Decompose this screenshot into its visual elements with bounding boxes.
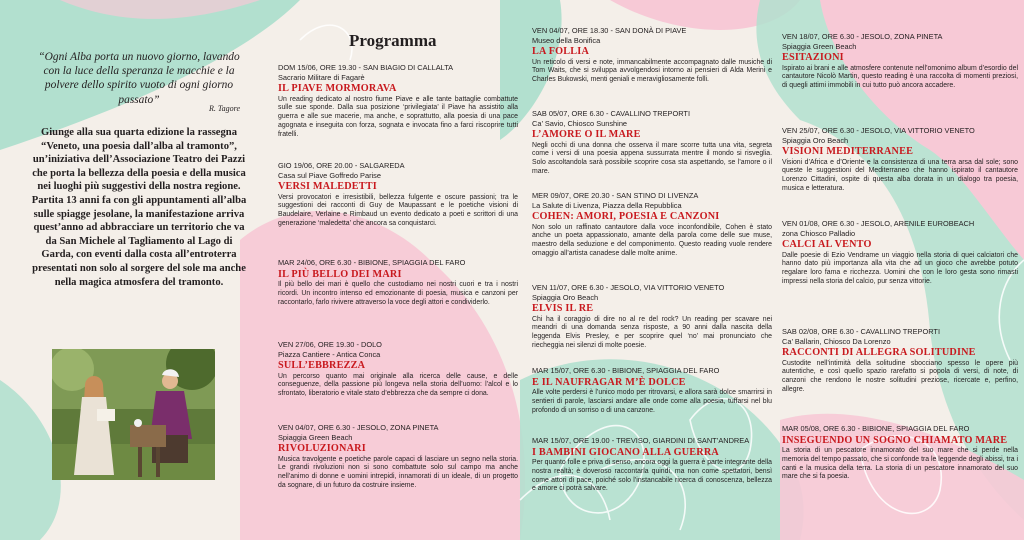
event-title: LA FOLLIA [532,46,589,58]
event-venue: Spiaggia Oro Beach [782,135,849,145]
event-title: ESITAZIONI [782,52,844,64]
event-title: COHEN: AMORI, POESIA E CANZONI [532,211,720,223]
event-date-location: MER 09/07, ORE 20.30 - SAN STINO DI LIVENZA [532,191,699,200]
event-description: Un reading dedicato al nostro fiume Piave e alle tante battaglie combattute sulle sue sponde. Dalla sua posizione ‘privilegiata’ il Piave ha assistito alla guerra e alle sue macerie, ma anche, e soprattutto, alla poesia di una pace agognata e inseguita con forza, sognata e invocata fino a farci riscoprire tutti fratelli. [278,95,518,138]
event-card [532,366,772,415]
opening-quote: “Ogni Alba porta un nuovo giorno, lavando con la luce della speranza le macchie e la polvere dello spirito vuoto di ogni giorno passato” [38,51,240,106]
event-card [278,161,518,229]
event-card [532,26,772,85]
event-description: Il più bello dei mari è quello che custodiamo nei nostri cuori e tra i nostri ricordi. Un incontro intenso ed emozionante di poesia, musica e canzoni per raccontarlo, farlo rivivere attraverso la voce degli attori e condividerlo. [278,281,518,306]
event-description: Per quanto folle e priva di senso, ancora oggi la guerra è parte integrante della nostra realtà; è doveroso raccontarla quindi, ma non come spettatori, bensì come attori di pace, poiché solo l’instancabile ricerca di conoscenza, bellezza e amore ci potrà salvare. [532,459,772,493]
event-venue: Spiaggia Green Beach [278,432,353,442]
event-date-location: DOM 15/06, ORE 19.30 - SAN BIAGIO DI CALLALTA [278,63,454,72]
event-card [532,191,772,259]
event-description: Un reticolo di versi e note, immancabilmente accompagnato dalle musiche di Tom Waits, che si sviluppa avvolgendosi intorno ai pensieri di Alda Merini e Charles Bukowski, menti geniali e meravigliosamente folli. [532,58,772,84]
event-card [278,63,518,140]
program-title: Programma [349,31,437,50]
event-description: Musica travolgente e poetiche parole capaci di lasciare un segno nella storia. Le grandi rivoluzioni non si sono combattute solo sul campo ma anche nell’animo di donne e uomini intrepidi, innamorati di un ideale, di un progetto da sognare, di un futuro da costruire insieme. [278,455,518,490]
event-date-location: VEN 04/07, ORE 18.30 - SAN DONÀ DI PIAVE [532,26,687,35]
event-title: CALCI AL VENTO [782,239,872,251]
quote-author: R. Tagore [209,104,240,113]
event-card [782,219,1018,287]
event-venue: Spiaggia Green Beach [782,41,857,51]
event-date-location: VEN 01/08, ORE 6.30 - JESOLO, ARENILE EUROBEACH [782,219,975,228]
event-title: E IL NAUFRAGAR M’È DOLCE [532,376,686,388]
event-date-location: MAR 05/08, ORE 6.30 - BIBIONE, SPIAGGIA DEL FARO [782,424,970,433]
event-title: IL PIÙ BELLO DEI MARI [278,268,402,280]
event-date-location: SAB 02/08, ORE 6.30 - CAVALLINO TREPORTI [782,327,941,336]
event-description: La storia di un pescatore innamorato del suo mare che si perde nella memoria del tempo passato, che si confonde tra le leggende degli abissi, tra i canti e la musica della terra. La storia di un pescatore innamorato del suo mare che si fa poesia. [782,447,1018,481]
event-title: INSEGUENDO UN SOGNO CHIAMATO MARE [782,434,1008,446]
event-title: VISIONI MEDITERRANEE [782,146,914,158]
event-title: RIVOLUZIONARI [278,443,366,455]
event-description: Custodite nell’intimità della solitudine sbocciano spesso le opere più autentiche, e così quello spazio rarefatto si popola di versi, di note, di canzoni che rendono le nostre solitudini preziose, ricercate e, perfino, allegre. [782,359,1018,394]
event-title: L’AMORE O IL MARE [532,129,641,141]
program-column-3 [782,0,1018,540]
event-date-location: VEN 25/07, ORE 6.30 - JESOLO, VIA VITTORIO VENETO [782,126,975,135]
event-date-location: MAR 15/07, ORE 6.30 - BIBIONE, SPIAGGIA DEL FARO [532,366,720,375]
event-description: Versi provocatori e irresistibili, bellezza fulgente e oscure passioni; tra le suggestioni dei racconti di Guy de Maupassant e le poetiche visioni di Baudelaire, Verlaine e Rimbaud un evento dedicato a poeti e scrittori di una generazione ‘maledetta’ che ancora sa conquistarci. [278,193,518,228]
program-column-1 [278,0,518,540]
event-date-location: VEN 27/06, ORE 19.30 - DOLO [278,340,382,349]
event-card [782,32,1018,91]
event-venue: Ca’ Ballarin, Chiosco Da Lorenzo [782,336,891,346]
event-date-location: GIO 19/06, ORE 20.00 - SALGAREDA [278,161,405,170]
event-venue: La Salute di Livenza, Piazza della Repubblica [532,200,682,210]
event-venue: Casa sul Piave Goffredo Parise [278,170,381,180]
event-date-location: SAB 05/07, ORE 6.30 - CAVALLINO TREPORTI [532,109,691,118]
event-description: Alle volte perdersi è l’unico modo per ritrovarsi, e allora sarà dolce smarrirsi in sentieri di parole, lasciarsi andare alle onde come alla poesia, tuffarsi nel blu profondo di un sorriso o di una canzone. [532,389,772,414]
event-title: IL PIAVE MORMORAVA [278,83,397,95]
event-date-location: VEN 18/07, ORE 6.30 - JESOLO, ZONA PINETA [782,32,943,41]
event-card [278,340,518,399]
event-card [532,109,772,177]
event-date-location: VEN 11/07, ORE 6.30 - JESOLO, VIA VITTORIO VENETO [532,283,725,292]
event-card [532,436,772,494]
event-title: ELVIS IL RE [532,303,594,315]
event-date-location: MAR 15/07, ORE 19.00 - TREVISO, GIARDINI DI SANT’ANDREA [532,436,750,445]
event-title: RACCONTI DI ALLEGRA SOLITUDINE [782,347,976,359]
event-date-location: VEN 04/07, ORE 6.30 - JESOLO, ZONA PINETA [278,423,439,432]
event-card [278,423,518,491]
event-venue: Spiaggia Oro Beach [532,292,599,302]
event-description: Ispirato ai brani e alle atmosfere contenute nell’omonimo album d’esordio del cantautore Nicolò Martin, questo reading è una raccolta di momenti preziosi, di quegli attimi immobili in cui tutto può ancora accadere. [782,64,1018,90]
event-venue: zona Chiosco Palladio [782,228,856,238]
event-venue: Sacrario Militare di Fagarè [278,72,365,82]
event-date-location: MAR 24/06, ORE 6.30 - BIBIONE, SPIAGGIA DEL FARO [278,258,466,267]
event-card [782,327,1018,395]
event-card [782,126,1018,194]
event-venue: Museo della Bonifica [532,35,601,45]
event-venue: Piazza Cantiere - Antica Conca [278,349,381,359]
event-description: Un percorso quanto mai originale alla ricerca delle cause, e delle conseguenze, della passione più longeva nella storia dell’uomo: l’alcol e lo sfrontato, liberatorio e vitale stato d’ebbrezza che da sempre ci dona. [278,372,518,398]
event-card [278,258,518,307]
event-card [532,283,772,351]
event-description: Negli occhi di una donna che osserva il mare scorre tutta una vita, segreta come i versi di una poesia appena sussurrata mentre il mondo si risveglia. Solo ascoltandola sarà possibile scoprire cosa sta aspettando, se l’amore o il mare. [532,141,772,176]
intro-column [0,0,250,540]
event-description: Chi ha il coraggio di dire no al re del rock? Un reading per scavare nei meandri di una domanda senza risposte, a 90 anni dalla nascita della leggenda Elvis Presley, e per scoprire quel ‘no’ mai pronunciato che riecheggia nei silenzi di molte poesie. [532,315,772,350]
festival-introduction: Giunge alla sua quarta edizione la rassegna “Veneto, una poesia dall’alba al tramonto”, un’iniziativa dell’Associazione Teatro dei Pazzi che porta la bellezza della poesia e della musica nei luoghi più suggestivi della nostra regione. Partita 13 anni fa con gli appuntamenti all’alba sulle spiagge jesolane, la manifestazione arriva quest’anno ad abbracciare un territorio che va da San Michele al Tagliamento al Lago di Garda, con eventi dalla costa all’entroterra presentati non solo al sorgere del sole ma anche nella magica atmosfera del tramonto. [31,127,247,288]
program-column-2 [532,0,772,540]
event-venue: Ca’ Savio, Chiosco Sunshine [532,118,628,128]
event-description: Non solo un raffinato cantautore dalla voce inconfondibile, Cohen è stato anche un poeta appassionato, amante della parola come delle sue muse, maestro della seduzione e del componimento. Questo reading vuole rendere omaggio all’artista canadese dalle molte anime. [532,223,772,258]
event-description: Dalle poesie di Ezio Vendrame un viaggio nella storia di quei calciatori che hanno dato più importanza alla vita che ad un gioco che avrebbe potuto regalare loro fama e ricchezza. Uomini che con le loro gesta sono rimasti impressi nella storia del calcio, pur senza vittorie. [782,251,1018,286]
event-description: Visioni d’Africa e d’Oriente e la consistenza di una terra arsa dal sole; sono queste le suggestioni del Mediterraneo che hanno ispirato il cantautore Lorenzo Cittadini, ospite di questa alba dorata in un dialogo tra poesia, musica e letteratura. [782,158,1018,193]
event-title: SULL’EBBREZZA [278,360,366,372]
performers-photo [52,349,215,480]
event-title: I BAMBINI GIOCANO ALLA GUERRA [532,446,719,458]
event-card [782,424,1018,482]
event-title: VERSI MALEDETTI [278,181,377,193]
